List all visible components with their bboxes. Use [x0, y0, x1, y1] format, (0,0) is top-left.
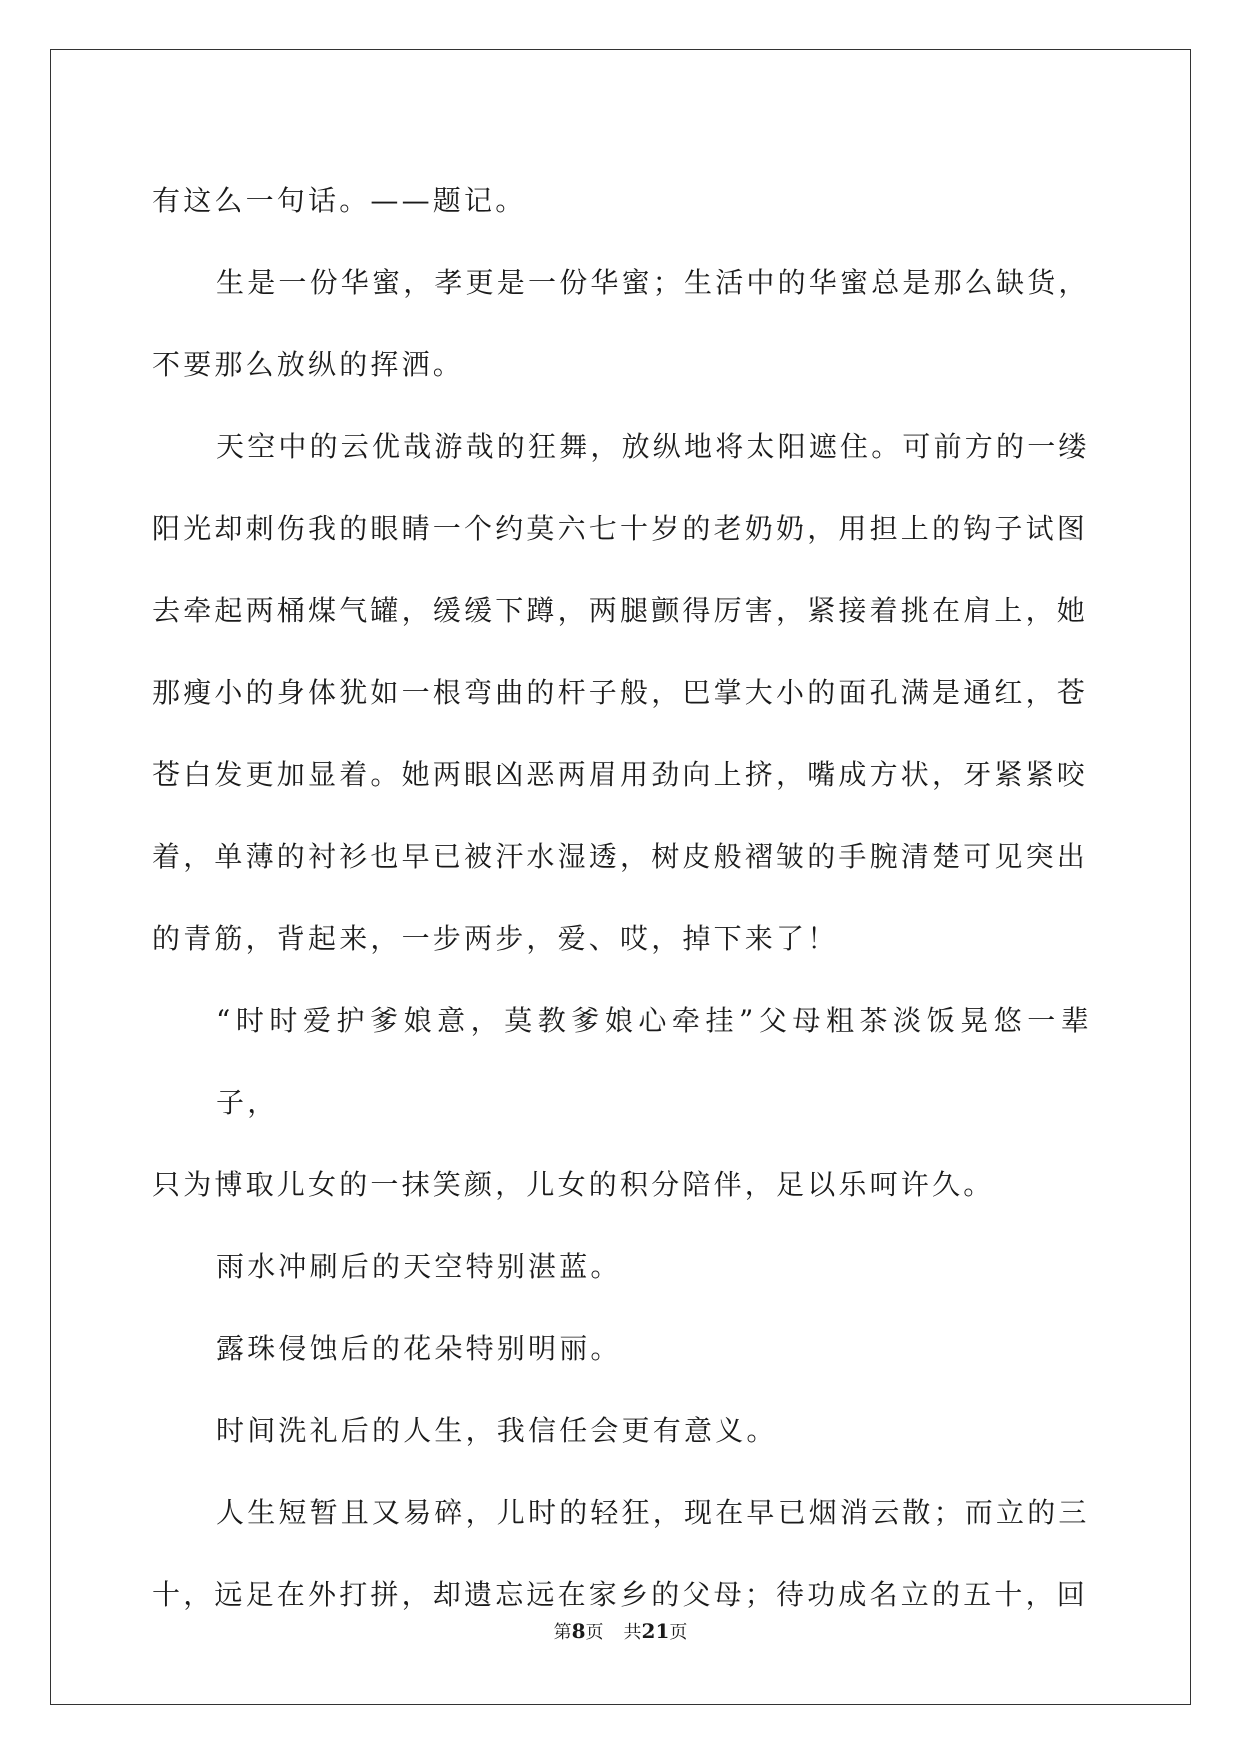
text-line: 只为博取儿女的一抹笑颜，儿女的积分陪伴，足以乐呵许久。	[152, 1168, 995, 1201]
text-line: 生是一份华蜜，孝更是一份华蜜；生活中的华蜜总是那么缺货，	[216, 266, 1090, 299]
footer-page-suffix: 页	[585, 1622, 604, 1643]
page-footer	[0, 1618, 1241, 1644]
text-line: 苍白发更加显着。她两眼凶恶两眉用劲向上挤，嘴成方状，牙紧紧咬	[152, 758, 1089, 791]
footer-prefix: 第	[553, 1622, 572, 1643]
text-line: 那瘦小的身体犹如一根弯曲的杆子般，巴掌大小的面孔满是通红，苍	[152, 676, 1089, 709]
text-line: 露珠侵蚀后的花朵特别明丽。	[216, 1332, 622, 1365]
text-line: 天空中的云优哉游哉的狂舞，放纵地将太阳遮住。可前方的一缕	[216, 430, 1090, 463]
text-line: 雨水冲刷后的天空特别湛蓝。	[216, 1250, 622, 1283]
text-line: “时时爱护爹娘意，莫教爹娘心牵挂”父母粗茶淡饭晃悠一辈子，	[216, 1004, 1092, 1119]
text-line: 着，单薄的衬衫也早已被汗水湿透，树皮般褶皱的手腕清楚可见突出	[152, 840, 1089, 873]
text-line: 人生短暂且又易碎，儿时的轻狂，现在早已烟消云散；而立的三	[216, 1496, 1090, 1529]
text-line: 十，远足在外打拼，却遗忘远在家乡的父母；待功成名立的五十，回	[152, 1578, 1089, 1611]
text-line: 不要那么放纵的挥洒。	[152, 348, 465, 381]
current-page-number: 8	[571, 1619, 586, 1643]
footer-total-suffix: 页	[669, 1622, 688, 1643]
text-line: 阳光却刺伤我的眼睛一个约莫六七十岁的老奶奶，用担上的钩子试图	[152, 512, 1089, 545]
text-line: 时间洗礼后的人生，我信任会更有意义。	[216, 1414, 778, 1447]
text-line: 有这么一句话。——题记。	[152, 184, 527, 217]
document-body	[152, 160, 1092, 1636]
total-page-number: 21	[641, 1619, 670, 1643]
text-line: 去牵起两桶煤气罐，缓缓下蹲，两腿颤得厉害，紧接着挑在肩上，她	[152, 594, 1089, 627]
text-line: 的青筋，背起来，一步两步，爱、哎，掉下来了！	[152, 922, 839, 955]
footer-total-prefix: 共	[623, 1622, 642, 1643]
